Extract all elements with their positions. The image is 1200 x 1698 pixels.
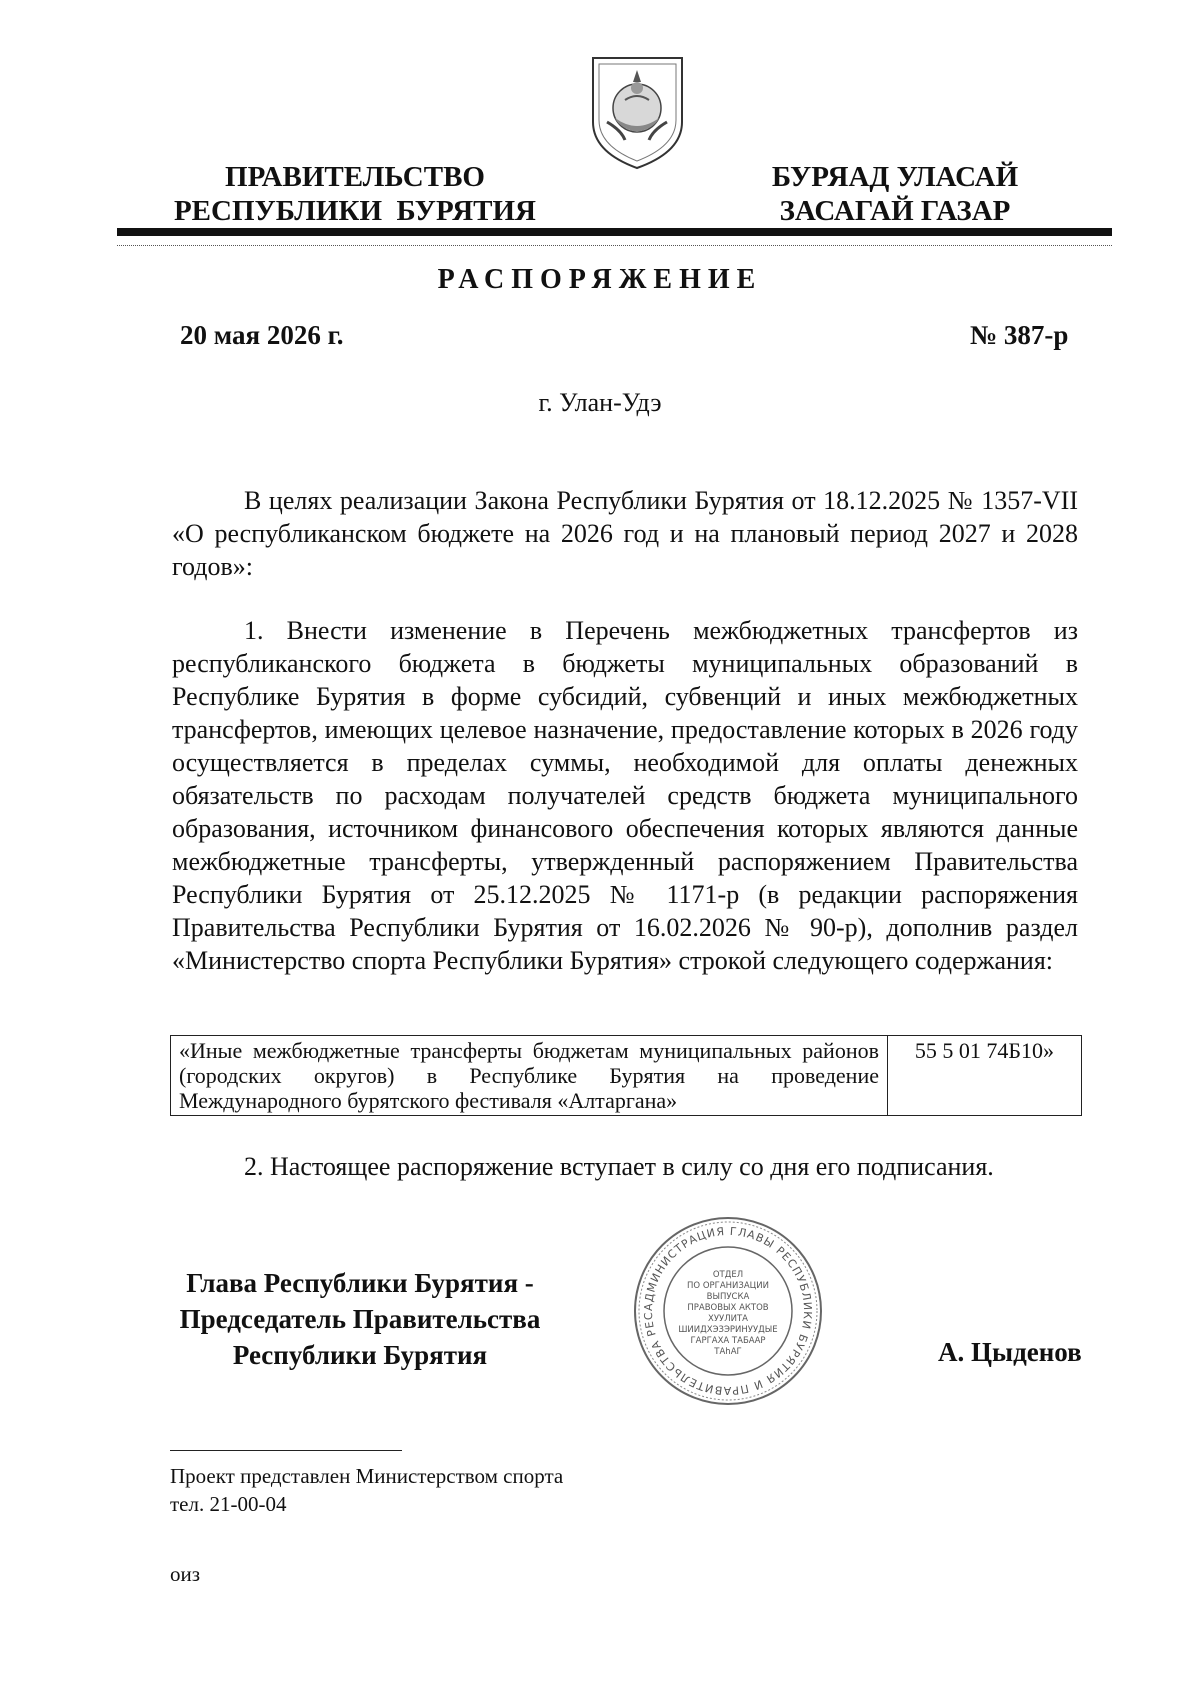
paragraph-preamble	[172, 484, 1078, 583]
signatory-position-line1: Глава Республики Бурятия -	[186, 1268, 534, 1298]
amendment-table	[170, 1035, 1082, 1116]
seal-line-6: ШИИДХЭЗЭРИНУУДЫЕ	[678, 1325, 778, 1335]
header-right-line1: БУРЯАД УЛАСАЙ	[771, 161, 1019, 193]
header-left-line1: ПРАВИТЕЛЬСТВО	[225, 161, 485, 193]
paragraph-item-1-text: 1. Внести изменение в Перечень межбюджетных трансфертов из республиканского бюджета в бюджеты муниципальных образований в Республике Бурятия в форме субсидий, субвенций и иных межбюджетных трансфертов, имеющих целевое назначение, предоставление которых в 2026 году осуществляется в пределах суммы, необходимой для оплаты денежных обязательств по расходам получателей средств бюджета муниципального образования, источником финансового обеспечения которых являются данные межбюджетные трансферты, утвержденный распоряжением Правительства Республики Бурятия от 25.12.2025 № 1171-р (в редакции распоряжения Правительства Республики Бурятия от 16.02.2026 № 90-р), дополнив раздел «Министерство спорта Республики Бурятия» строкой следующего содержания:	[172, 616, 1078, 975]
paragraph-item-2-text: 2. Настоящее распоряжение вступает в силу со дня его подписания.	[244, 1152, 994, 1181]
coat-of-arms-icon	[585, 52, 690, 172]
footnote-line1: Проект представлен Министерством спорта	[170, 1464, 564, 1488]
official-seal	[632, 1215, 824, 1407]
seal-line-7: ГАРГАХА ТАБААР	[690, 1336, 766, 1346]
paragraph-item-1	[172, 614, 1078, 977]
header-right	[770, 160, 1020, 228]
footnote	[170, 1462, 563, 1518]
document-city: г. Улан-Удэ	[538, 388, 662, 417]
document-date: 20 мая 2026 г.	[180, 320, 344, 350]
table-cell-name: «Иные межбюджетные трансферты бюджетам муниципальных районов (городских округов) в Республике Бурятия на проведение Международного бурятского фестиваля «Алтаргана»	[171, 1036, 888, 1116]
seal-line-8: ТАһАГ	[714, 1347, 742, 1357]
paragraph-item-2	[172, 1150, 1078, 1183]
header-rule	[117, 228, 1112, 236]
signatory-position	[160, 1265, 560, 1373]
seal-line-4: ПРАВОВЫХ АКТОВ	[687, 1303, 769, 1313]
footnote-line2: тел. 21-00-04	[170, 1492, 287, 1516]
document-title: РАСПОРЯЖЕНИЕ	[437, 264, 763, 295]
header-left	[160, 160, 550, 228]
signatory-position-line2: Председатель Правительства	[179, 1304, 541, 1334]
footnote-rule	[170, 1450, 402, 1451]
seal-line-2: ПО ОРГАНИЗАЦИИ	[687, 1281, 769, 1291]
department-code: оиз	[170, 1562, 201, 1586]
seal-line-3: ВЫПУСКА	[706, 1292, 750, 1302]
document-number: № 387-р	[970, 320, 1069, 350]
table-cell-code: 55 5 01 74Б10»	[888, 1036, 1082, 1116]
seal-ring-text: АДМИНИСТРАЦИЯ ГЛАВЫ РЕСПУБЛИКИ БУРЯТИЯ И ПРАВИТЕЛЬСТВА РЕС	[641, 1224, 815, 1398]
header-left-line2: РЕСПУБЛИКИ БУРЯТИЯ	[173, 195, 537, 227]
paragraph-preamble-text: В целях реализации Закона Республики Бурятия от 18.12.2025 № 1357-VII «О республиканском бюджете на 2026 год и на плановый период 2027 и 2028 годов»:	[172, 486, 1078, 581]
header-rule-thin	[117, 245, 1112, 246]
seal-line-1: ОТДЕЛ	[712, 1270, 744, 1280]
signatory-position-line3: Республики Бурятия	[232, 1340, 488, 1370]
header-right-line2: ЗАСАГАЙ ГАЗАР	[779, 195, 1011, 227]
table-row	[171, 1036, 1082, 1116]
signatory-name: А. Цыденов	[938, 1337, 1082, 1367]
seal-line-5: ХУУЛИТА	[708, 1314, 748, 1324]
